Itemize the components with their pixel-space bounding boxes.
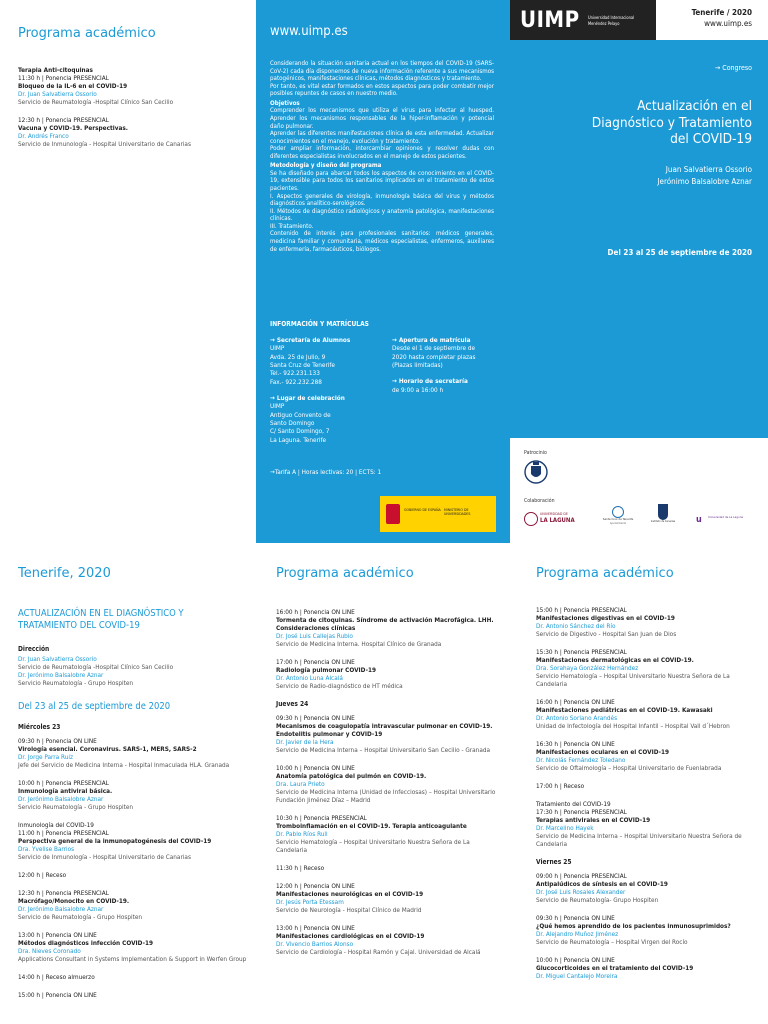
program-entry [18,991,250,999]
ministerio-label: MINISTERIO DE UNIVERSIDADES [444,508,471,516]
entry-time: 12:00 h | Receso [18,870,67,879]
entry-title: Manifestaciones oculares en el COVID-19 [536,748,669,757]
description-text [270,60,494,253]
entry-title: Tormenta de citoquinas. Síndrome de activación Macrofágica. LHH. Consideraciones clínicas [276,616,494,633]
entry-institution: Servicio de Neurología - Hospital Clínico de Madrid [276,906,422,915]
director-name: Juan Salvatierra Ossorio [665,165,752,174]
program-entry [18,116,246,148]
entry-speaker: Dr. Miguel Cantalejo Moreira [536,972,618,981]
apertura-line: Desde el 1 de septiembre de [392,344,476,353]
entry-time: 11:30 h | Ponencia PRESENCIAL [18,74,109,83]
director-name: Dr. Juan Salvatierra Ossorio [18,654,97,663]
entry-title: Terapia Anti-citoquinas [18,66,93,75]
intro-text: Considerando la situación sanitaria actual en los tiempos del COVID-19 (SARS-CoV-2) cada día disponemos de nueva información referente a sus mecanismos patogénicos, manifestaciones clínicas, métodos diagnósticos y tratamiento. [270,60,494,83]
program-entry [536,872,758,904]
entry-speaker: Dr. José Luis Rosales Alexander [536,888,626,897]
entry-time: 09:30 h | Ponencia ON LINE [276,714,355,723]
program-entry [276,882,496,914]
entry-speaker: Dra. Laura Prieto [276,780,325,789]
entry-time: 11:00 h | Ponencia PRESENCIAL [18,828,109,837]
website-url[interactable]: www.uimp.es [270,24,348,39]
cover-title-line: Actualización en el [637,98,752,114]
entry-time: 12:00 h | Ponencia ON LINE [276,882,355,891]
colaboracion-label: Colaboración [524,498,555,504]
lugar-line: Santo Domingo [270,418,315,427]
entry-time: 13:00 h | Ponencia ON LINE [276,924,355,933]
entry-time: 09:00 h | Ponencia PRESENCIAL [536,872,627,881]
tarifa-line: →Tarifa A | Horas lectivas: 20 | ECTS: 1 [270,468,382,476]
entry-time: 15:30 h | Ponencia PRESENCIAL [536,648,627,657]
day-heading: Miércoles 23 [18,722,61,731]
entry-speaker: Dra. Yvelise Barrios [18,844,75,853]
objetivos-text: Comprender los mecanismos que utiliza el virus para infectar al huesped. Aprender los mecanismos responsables de la hiper-inflamación y potencial daño pulmonar. [270,107,494,130]
program-panel-bottom-middle [276,566,496,966]
program-entry [18,973,250,981]
uimp-logo [510,0,656,40]
uimp-logo-sub2: Menéndez Pelayo [588,21,620,26]
ull-logo [524,510,584,528]
uimp-logo-text: UIMP [520,8,580,33]
entry-time: 14:00 h | Receso almuerzo [18,972,95,981]
cover-header [510,0,768,40]
lugar-line: UIMP [270,402,285,411]
objetivos-text-3: Poder ampliar información, intercambiar opiniones y resolver dudas con diferentes especialistas involucrados en el manejo de estos pacientes. [270,145,494,160]
program-entry [18,871,250,879]
entry-time: 15:00 h | Ponencia PRESENCIAL [536,606,627,615]
entry-time: 10:00 h | Ponencia ON LINE [536,956,615,965]
cover-panel [510,40,768,438]
cover-title [522,98,752,148]
uimp-logo-sub1: Universidad Internacional [588,15,635,20]
entry-time: 12:30 h | Ponencia PRESENCIAL [18,116,109,125]
program-entry [276,608,496,648]
entry-institution: Servicio Reumatología - Grupo Hospiten [18,802,134,811]
entry-speaker: Dr. Javier de la Hera [276,738,334,747]
santa-cruz-logo [596,506,640,530]
secretaria-heading: → Secretaría de Alumnos [270,336,351,344]
entry-institution: Servicio de Inmunología - Hospital Universitario de Canarias [18,852,191,861]
entry-title: Virología esencial. Coronavirus. SARS-1, MERS, SARS-2 [18,744,197,753]
entry-title: Bloqueo de la IL-6 en el COVID-19 [18,82,128,91]
entry-time: 17:30 h | Ponencia PRESENCIAL [536,808,627,817]
sponsors-area [510,438,768,543]
entry-title: Tromboinflamación en el COVID-19. Terapia anticoagulante [276,822,467,831]
ull-mark-icon: u [696,515,702,525]
entry-section: Tratamiento del COVID-19 [536,800,611,809]
entry-title: Manifestaciones dermatológicas en el COVID-19. [536,656,694,665]
program-panel-bottom-left [18,566,250,1009]
entry-time: 16:30 h | Ponencia ON LINE [536,740,615,749]
program-entry [276,864,496,872]
director-name: Dr. Jerónimo Balsalobre Aznar [18,670,104,679]
program-entry [18,779,250,811]
entry-time: 09:30 h | Ponencia ON LINE [18,736,97,745]
entry-title: Manifestaciones pediátricas en el COVID-19. Kawasaki [536,706,713,715]
panel-title: Tenerife, 2020 [18,566,111,581]
entry-institution: Servicio de Inmunología - Hospital Universitario de Canarias [18,140,191,149]
entry-title: Macrófago/Monocito en COVID-19. [18,896,130,905]
entry-title: Manifestaciones digestivas en el COVID-19 [536,614,675,623]
entry-institution: Servicio de Medicina Interna – Hospital Universitario San Cecilio - Granada [276,746,491,755]
entry-section: Inmunología del COVID-19 [18,820,94,829]
program-entry [536,606,758,638]
ayuntamiento-label: Ayuntamiento [609,521,627,525]
entry-speaker: Dr. Jerónimo Balsalobre Aznar [18,904,104,913]
entry-time: 13:00 h | Ponencia ON LINE [18,930,97,939]
cover-dates: Del 23 al 25 de septiembre de 2020 [607,248,752,257]
entry-speaker: Dr. Juan Salvatierra Ossorio [18,90,97,99]
shield-icon [524,458,548,490]
program-entry [536,914,758,946]
program-entry [536,956,758,980]
subtitle: ACTUALIZACIÓN EN EL DIAGNÓSTICO Y TRATAMIENTO DEL COVID-19 [18,608,184,632]
ull-small-logo [696,514,756,526]
cover-title-line: Diagnóstico y Tratamiento [591,114,752,131]
apertura-block [392,336,502,394]
entry-title: Anatomía patológica del pulmón en COVID-19. [276,772,427,781]
program-entry [276,814,496,854]
secretaria-line: Fax.- 922.232.288 [270,377,322,386]
metodologia-text: Se ha diseñado para abarcar todos los aspectos de conocimiento en el COVID-19, extensible para todos los sanitarios implicados en el tratamiento de estos pacientes. [270,169,494,192]
instituto-logo [646,504,680,532]
entry-time: 09:30 h | Ponencia ON LINE [536,914,615,923]
apertura-line: 2020 hasta completar plazas [392,352,476,361]
entry-title: ¿Qué hemos aprendido de los pacientes inmunosuprimidos? [536,922,731,931]
program-entry [536,808,758,848]
entry-institution: Servicio Hematología – Hospital Universitario Nuestra Señora de La Candelaria [536,672,730,689]
horario-heading: → Horario de secretaría [392,377,468,386]
escudo-icon [386,504,400,524]
objetivos-heading: Objetivos [270,99,300,107]
entry-institution: Servicio de Radio-diagnóstico de HT médica [276,682,403,691]
entry-title: Radiología pulmonar COVID-19 [276,666,376,675]
program-panel-top-left [18,26,246,158]
metodologia-item-2: II. Métodos de diagnóstico radiológicos y anatomía patológica, manifestaciones clínicas. [270,207,494,223]
entry-time: 10:00 h | Ponencia PRESENCIAL [18,778,109,787]
entry-speaker: Dr. Alejandro Muñoz Jiménez [536,930,619,939]
entry-title: Manifestaciones cardiológicas en el COVID-19 [276,932,425,941]
entry-time: 16:00 h | Ponencia ON LINE [276,608,355,617]
entry-speaker: Dr. Andrés Franco [18,132,69,141]
secretaria-line: Santa Cruz de Tenerife [270,360,335,369]
metodologia-item-1: I. Aspectos generales de virología, inmunología básica del virus y métodos diagnósticos analítico-serológicos. [270,192,494,208]
entry-speaker: Dr. Jorge Parra Ruiz [18,752,73,761]
entry-institution: Servicio de Medicina Interna (Unidad de Infecciosas) – Hospital Universitario Fundación Jiménez Díaz – Madrid [276,788,496,805]
cabildo-logo [524,458,548,490]
place-year: Tenerife / 2020 [691,8,752,17]
patrocinio-label: Patrocinio [524,450,547,456]
secretaria-line: UIMP [270,344,285,353]
entry-time: 10:00 h | Ponencia ON LINE [276,764,355,773]
day-heading: Viernes 25 [536,858,572,867]
entry-time: 17:00 h | Ponencia ON LINE [276,658,355,667]
entry-title: Antipalúdicos de síntesis en el COVID-19 [536,880,668,889]
entry-institution: Servicio Hematología – Hospital Universitario Nuestra Señora de La Candelaria [276,838,470,855]
program-entry [536,740,758,772]
entry-title: Terapias antivirales en el COVID-19 [536,816,651,825]
program-entry [18,889,250,921]
entry-institution: Servicio de Reumatología- Grupo Hospiten [536,896,659,905]
program-entry [18,66,246,74]
entry-time: 15:00 h | Ponencia ON LINE [18,990,97,999]
panel-title: Programa académico [536,566,674,581]
congreso-label: → Congreso [715,64,752,72]
secretaria-block [270,336,388,444]
metodologia-item-3: III. Tratamiento. [270,222,314,230]
metodologia-heading: Metodología y diseño del programa [270,162,382,170]
lugar-line: La Laguna. Tenerife [270,435,327,444]
program-entry [536,800,758,808]
director-entry [18,655,250,687]
panel-title: Programa académico [276,566,414,581]
direccion-heading: Dirección [18,644,50,653]
director-institution: Servicio de Reumatología -Hospital Clínico San Cecilio [18,662,174,671]
entry-institution: Servicio de Medicina Interna. Hospital Clínico de Granada [276,640,442,649]
day-heading: Jueves 24 [276,700,309,709]
director-name: Jerónimo Balsalobre Aznar [657,176,752,186]
crest-icon [658,504,668,520]
info-panel [256,0,510,543]
instituto-label: Instituto de Canarias [650,520,676,523]
entry-institution: Unidad de Infectología del Hospital Infantil – Hospital Vall d´Hebron [536,722,730,731]
entry-speaker: Dr. Marcelino Hayek [536,824,594,833]
objetivos-text-2: Aprender las diferentes manifestaciones clínica de esta enfermedad. Actualizar conocimientos en el manejo, evolución y tratamiento. [270,130,494,145]
entry-title: Inmunología antiviral básica. [18,786,113,795]
program-entry [276,764,496,804]
dates-heading: Del 23 al 25 de septiembre de 2020 [18,700,171,712]
director-institution: Servicio Reumatología - Grupo Hospiten [18,678,134,687]
ull-logo-pre: UNIVERSIDAD DE [540,512,568,516]
lugar-line: Antiguo Convento de [270,410,331,419]
lugar-heading: → Lugar de celebración [270,393,345,402]
entry-title: Vacuna y COVID-19. Perspectivas. [18,124,128,133]
program-entry [276,658,496,690]
entry-institution: Servicio de Cardiología - Hospital Ramón y Cajal. Universidad de Alcalá [276,948,481,957]
program-entry [18,829,250,861]
entry-time: 11:30 h | Receso [276,864,325,873]
entry-title: Perspectiva general de la inmunopatogénesis del COVID-19 [18,836,212,845]
program-entry [536,782,758,790]
apertura-heading: → Apertura de matrícula [392,336,471,344]
entry-institution: Applications Consultant in Systems Implementation & Support in Werfen Group [18,954,247,963]
program-entry [536,698,758,730]
entry-institution: Servicio de Medicina Interna – Hospital Universitario Nuestra Señora de Candelaria [536,832,742,849]
entry-speaker: Dra. Sorahaya González Hernández [536,664,639,673]
entry-speaker: Dr. Vivencio Barrios Alonso [276,940,354,949]
entry-title: Métodos diagnósticos infección COVID-19 [18,938,153,947]
entry-institution: Servicio de Oftalmología – Hospital Universitario de Fuenlabrada [536,764,722,773]
entry-speaker: Dr. José Luis Callejas Rubio [276,632,353,641]
intro-text-2: Por tanto, es vital estar formados en estos aspectos para poder combatir mejor posibles repuntes de casos en nuestro medio. [270,82,494,98]
ministerio-logo [380,496,496,532]
program-entry [18,931,250,963]
entry-time: 10:30 h | Ponencia PRESENCIAL [276,814,367,823]
lugar-line: C/ Santo Domingo, 7 [270,427,330,436]
entry-time: 17:00 h | Receso [536,782,585,791]
entry-title: Manifestaciones neurológicas en el COVID-19 [276,890,424,899]
entry-speaker: Dr. Jerónimo Balsalobre Aznar [18,794,104,803]
apertura-line: (Plazas limitadas) [392,360,443,369]
entry-speaker: Dr. Nicolás Fernández Toledano [536,756,626,765]
entry-institution: Servicio de Reumatología - Grupo Hospiten [18,912,143,921]
entry-speaker: Dr. Antonio Soriano Arandés [536,714,618,723]
entry-speaker: Dr. Antonio Luna Alcalá [276,674,343,683]
entry-title: Mecanismos de coagulopatía intravascular pulmonar en COVID-19. Endotelitis pulmonar y COVID-19 [276,722,493,739]
program-panel-bottom-right [536,566,758,990]
ull-logo-name: LA LAGUNA [540,517,575,524]
program-entry [18,737,250,769]
entry-title: Glucocorticoides en el tratamiento del COVID-19 [536,964,694,973]
cover-url[interactable]: www.uimp.es [704,19,752,28]
program-entry [276,924,496,956]
ull-small-label: Universidad de La Laguna [708,515,744,519]
secretaria-line: Avda. 25 de Julio, 9 [270,352,326,361]
entry-institution: Servicio de Digestivo - Hospital San Juan de Dios [536,630,677,639]
santa-cruz-label: Santa Cruz de Tenerife [602,517,634,521]
entry-speaker: Dr. Antonio Sánchez del Río [536,622,616,631]
program-entry [18,821,250,829]
horario-line: de 9:00 a 16:00 h [392,385,444,394]
cover-directors [657,164,752,187]
program-entry [276,714,496,754]
cover-title-line: del COVID-19 [670,131,752,148]
program-entry [18,74,246,106]
entry-speaker: Dra. Nieves Coronado [18,946,81,955]
secretaria-line: Tel.- 922.231.133 [270,369,320,378]
ull-seal-icon [524,512,538,526]
entry-institution: Servicio de Reumatología -Hospital Clínico San Cecilio [18,98,174,107]
entry-time: 12:30 h | Ponencia PRESENCIAL [18,888,109,897]
entry-institution: Jefe del Servicio de Medicina Interna - Hospital Inmaculada HLA. Granada [18,760,230,769]
entry-speaker: Dr. Jesús Porta Etessam [276,898,344,907]
entry-speaker: Dr. Pablo Ríos Rull [276,830,328,839]
info-heading: INFORMACIÓN Y MATRÍCULAS [270,320,369,328]
gobierno-label: GOBIERNO DE ESPAÑA [404,508,441,512]
panel-title: Programa académico [18,26,156,41]
entry-institution: Servicio de Reumatología – Hospital Virgen del Rocío [536,938,688,947]
program-entry [536,648,758,688]
contenido-text: Contenido de interés para profesionales sanitarios: médicos generales, medicina familiar y comunitaria, médicos especialistas, enfermeros, auxiliares de enfermería, farmacéuticos, biólogos. [270,230,494,253]
entry-time: 16:00 h | Ponencia ON LINE [536,698,615,707]
